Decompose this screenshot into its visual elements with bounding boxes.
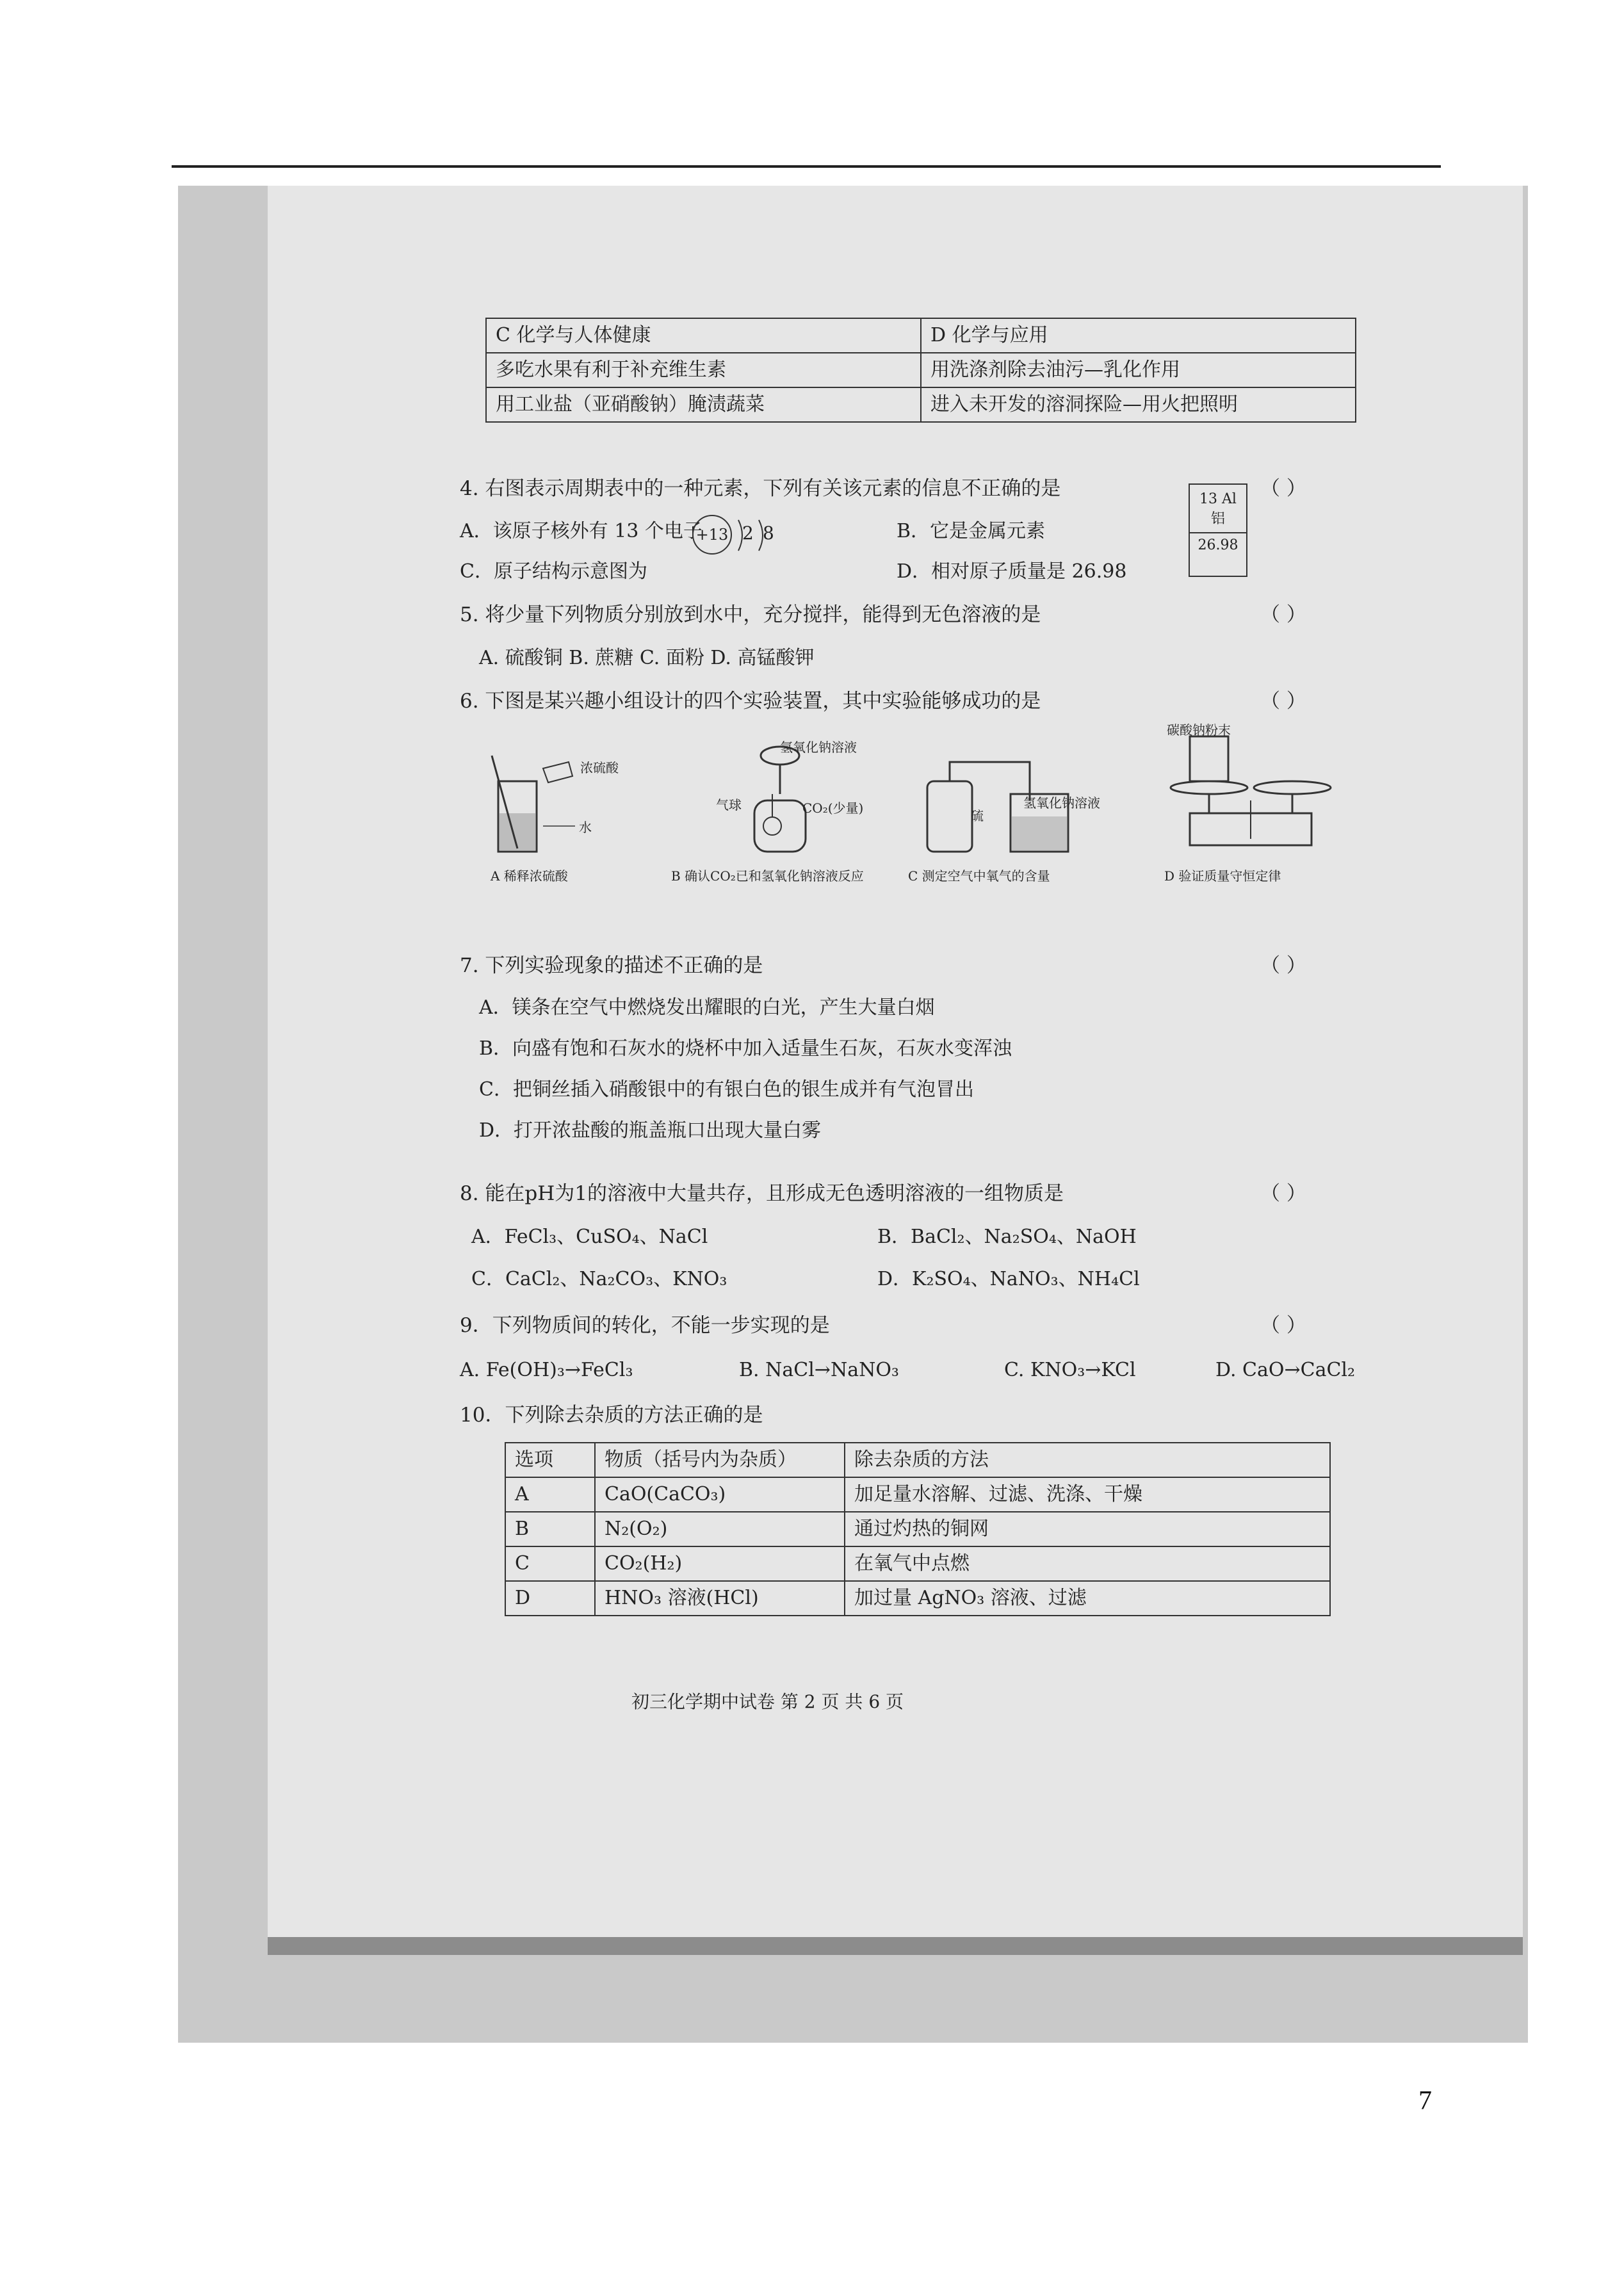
- question-9-stem: 9．下列物质间的转化，不能一步实现的是: [460, 1314, 830, 1337]
- figure-a-reagent-label: 浓硫酸: [580, 760, 619, 775]
- figure-d-balance-apparatus: [1151, 724, 1344, 858]
- page-number: 7: [1418, 2086, 1432, 2116]
- table-cell: 在氧气中点燃: [845, 1546, 1330, 1581]
- scanned-page: [178, 186, 1528, 2043]
- table-row: [505, 1477, 1330, 1512]
- atom-nucleus: +13: [692, 515, 732, 555]
- table-health-application: [485, 318, 1356, 423]
- table-cell: 用工业盐（亚硝酸钠）腌渍蔬菜: [486, 387, 921, 422]
- question-5-stem: 5. 将少量下列物质分别放到水中，充分搅拌，能得到无色溶液的是: [460, 603, 1041, 626]
- question-6-stem: 6. 下图是某兴趣小组设计的四个实验装置，其中实验能够成功的是: [460, 690, 1041, 713]
- table-cell: A: [505, 1477, 595, 1512]
- table-cell: 用洗涤剂除去油污—乳化作用: [921, 353, 1356, 387]
- figure-d-reagent-label: 碳酸钠粉末: [1167, 722, 1231, 738]
- figure-c-reagent-label: 氢氧化钠溶液: [1023, 795, 1100, 811]
- table-row: [505, 1581, 1330, 1616]
- figure-c-sulfur-label: 硫: [971, 808, 984, 823]
- element-number-symbol: 13 Al: [1199, 491, 1237, 507]
- table-cell: 进入未开发的溶洞探险—用火把照明: [921, 387, 1356, 422]
- question-7-option-d: D．打开浓盐酸的瓶盖瓶口出现大量白雾: [479, 1119, 822, 1142]
- question-4-option-d: D．相对原子质量是 26.98: [897, 560, 1127, 583]
- question-9-option-d: D. CaO→CaCl₂: [1215, 1359, 1356, 1381]
- table-cell: 多吃水果有利于补充维生素: [486, 353, 921, 387]
- figure-d-caption: D 验证质量守恒定律: [1164, 868, 1281, 884]
- question-7-stem: 7. 下列实验现象的描述不正确的是: [460, 954, 763, 977]
- electron-shell-2: 8: [763, 523, 774, 544]
- question-9-option-b: B. NaCl→NaNO₃: [739, 1359, 899, 1381]
- element-name: 铝: [1210, 510, 1225, 527]
- question-6-answer-blank: （ ）: [1260, 690, 1306, 713]
- table-header: 除去杂质的方法: [845, 1443, 1330, 1477]
- question-9-option-a: A. Fe(OH)₃→FeCl₃: [460, 1359, 633, 1381]
- electron-shell-1: 2: [742, 523, 754, 544]
- figure-b-reagent-label: 氢氧化钠溶液: [780, 740, 857, 755]
- exam-content: [178, 186, 1528, 1937]
- question-7-option-c: C．把铜丝插入硝酸银中的有银白色的银生成并有气泡冒出: [479, 1078, 974, 1101]
- figure-c-caption: C 测定空气中氧气的含量: [908, 868, 1050, 884]
- element-mass: 26.98: [1190, 532, 1246, 556]
- figure-b-gas-label: CO₂(少量): [802, 800, 864, 816]
- question-8-option-c: C．CaCl₂、Na₂CO₃、KNO₃: [471, 1268, 727, 1290]
- table-header: 物质（括号内为杂质）: [595, 1443, 845, 1477]
- question-4-stem: 4. 右图表示周期表中的一种元素，下列有关该元素的信息不正确的是: [460, 477, 1061, 500]
- question-7-option-a: A．镁条在空气中燃烧发出耀眼的白光，产生大量白烟: [479, 996, 935, 1019]
- table-row: [505, 1546, 1330, 1581]
- question-4-option-b: B．它是金属元素: [897, 520, 1046, 542]
- figure-a-water-label: 水: [579, 820, 592, 835]
- question-10-stem: 10．下列除去杂质的方法正确的是: [460, 1404, 763, 1427]
- table-impurity-removal: [505, 1442, 1331, 1616]
- question-9-answer-blank: （ ）: [1260, 1314, 1306, 1337]
- table-header-d: D 化学与应用: [921, 318, 1356, 353]
- table-cell: B: [505, 1512, 595, 1546]
- table-cell: N₂(O₂): [595, 1512, 845, 1546]
- question-8-option-d: D．K₂SO₄、NaNO₃、NH₄Cl: [877, 1268, 1140, 1290]
- question-4-answer-blank: （ ）: [1260, 477, 1306, 500]
- table-cell: 通过灼热的铜网: [845, 1512, 1330, 1546]
- table-cell: C: [505, 1546, 595, 1581]
- question-8-option-b: B．BaCl₂、Na₂SO₄、NaOH: [877, 1226, 1137, 1248]
- figure-a-caption: A 稀释浓硫酸: [491, 868, 568, 884]
- periodic-table-cell: [1189, 483, 1247, 577]
- question-4-option-a: A．该原子核外有 13 个电子: [460, 520, 702, 542]
- question-5-answer-blank: （ ）: [1260, 603, 1306, 626]
- figure-b-caption: B 确认CO₂已和氢氧化钠溶液反应: [671, 868, 864, 884]
- table-header-c: C 化学与人体健康: [486, 318, 921, 353]
- question-8-answer-blank: （ ）: [1260, 1182, 1306, 1205]
- question-7-option-b: B．向盛有饱和石灰水的烧杯中加入适量生石灰，石灰水变浑浊: [479, 1037, 1012, 1060]
- question-8-stem: 8. 能在pH为1的溶液中大量共存，且形成无色透明溶液的一组物质是: [460, 1182, 1064, 1205]
- figure-b-balloon-label: 气球: [716, 797, 742, 813]
- header-rule: [172, 165, 1441, 168]
- table-cell: CaO(CaCO₃): [595, 1477, 845, 1512]
- table-cell: D: [505, 1581, 595, 1616]
- table-cell: HNO₃ 溶液(HCl): [595, 1581, 845, 1616]
- question-4-option-c: C．原子结构示意图为: [460, 560, 647, 583]
- exam-footer: 初三化学期中试卷 第 2 页 共 6 页: [631, 1691, 904, 1712]
- table-cell: CO₂(H₂): [595, 1546, 845, 1581]
- question-8-option-a: A．FeCl₃、CuSO₄、NaCl: [471, 1226, 708, 1248]
- table-row: [505, 1512, 1330, 1546]
- table-cell: 加足量水溶解、过滤、洗涤、干燥: [845, 1477, 1330, 1512]
- table-header: 选项: [505, 1443, 595, 1477]
- question-9-option-c: C. KNO₃→KCl: [1004, 1359, 1136, 1381]
- table-cell: 加过量 AgNO₃ 溶液、过滤: [845, 1581, 1330, 1616]
- question-7-answer-blank: （ ）: [1260, 954, 1306, 977]
- sheet-edge-shadow: [268, 1937, 1523, 1955]
- atom-structure-diagram: [692, 515, 788, 556]
- question-5-options: A. 硫酸铜 B. 蔗糖 C. 面粉 D. 高锰酸钾: [479, 647, 815, 669]
